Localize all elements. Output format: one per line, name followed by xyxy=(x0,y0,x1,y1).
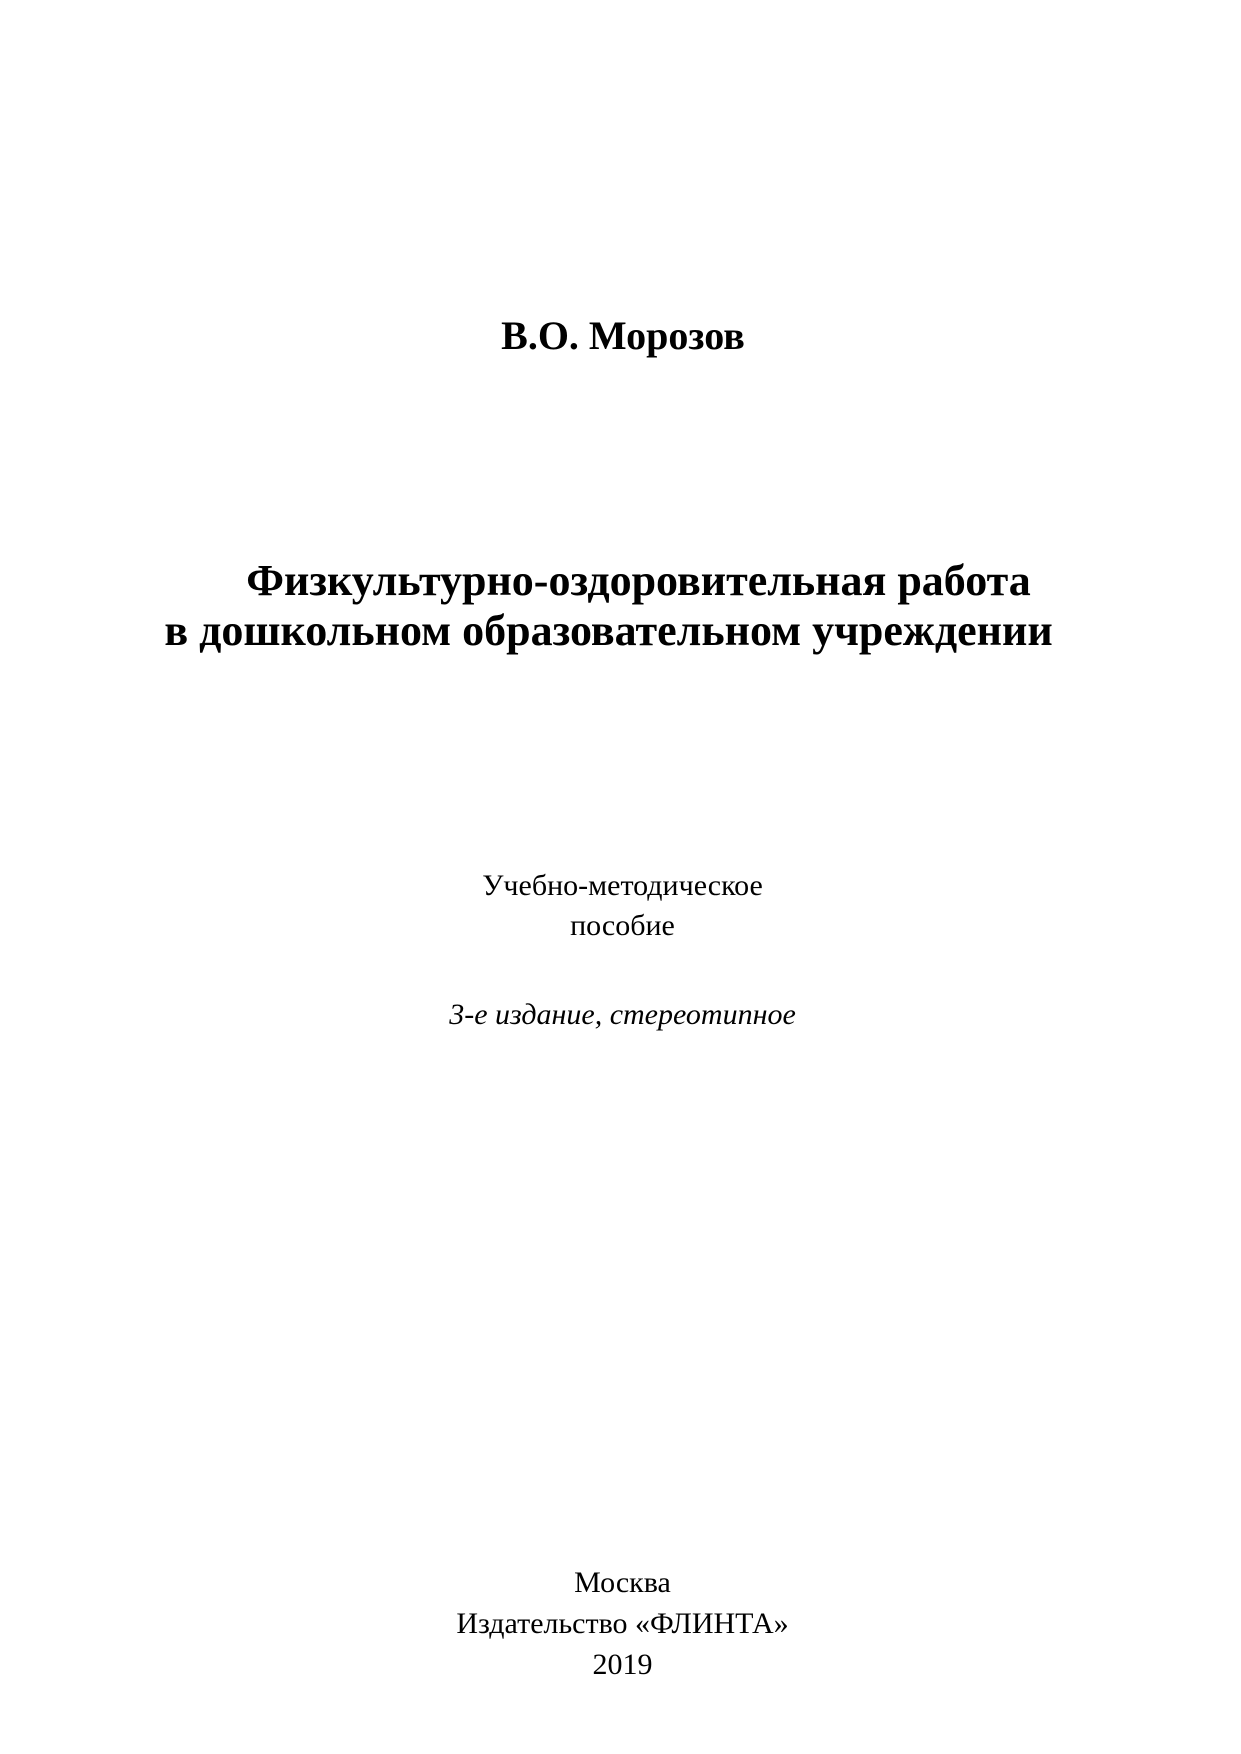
book-title-line-2: в дошкольном образовательном учреждении xyxy=(164,606,1053,655)
book-title xyxy=(0,556,1241,656)
book-type-line-1: Учебно-методическое xyxy=(482,869,763,902)
book-type xyxy=(0,866,1241,946)
author-name: В.О. Морозов xyxy=(501,313,745,358)
edition-note: 3-е издание, стереотипное xyxy=(449,998,796,1031)
imprint-city: Москва xyxy=(574,1566,671,1599)
book-title-line-1: Физкультурно-оздоровительная работа xyxy=(246,556,1031,605)
imprint-year: 2019 xyxy=(592,1648,653,1681)
imprint xyxy=(0,1562,1241,1685)
book-type-line-2: пособие xyxy=(570,909,675,942)
imprint-publisher: Издательство «ФЛИНТА» xyxy=(456,1607,789,1640)
